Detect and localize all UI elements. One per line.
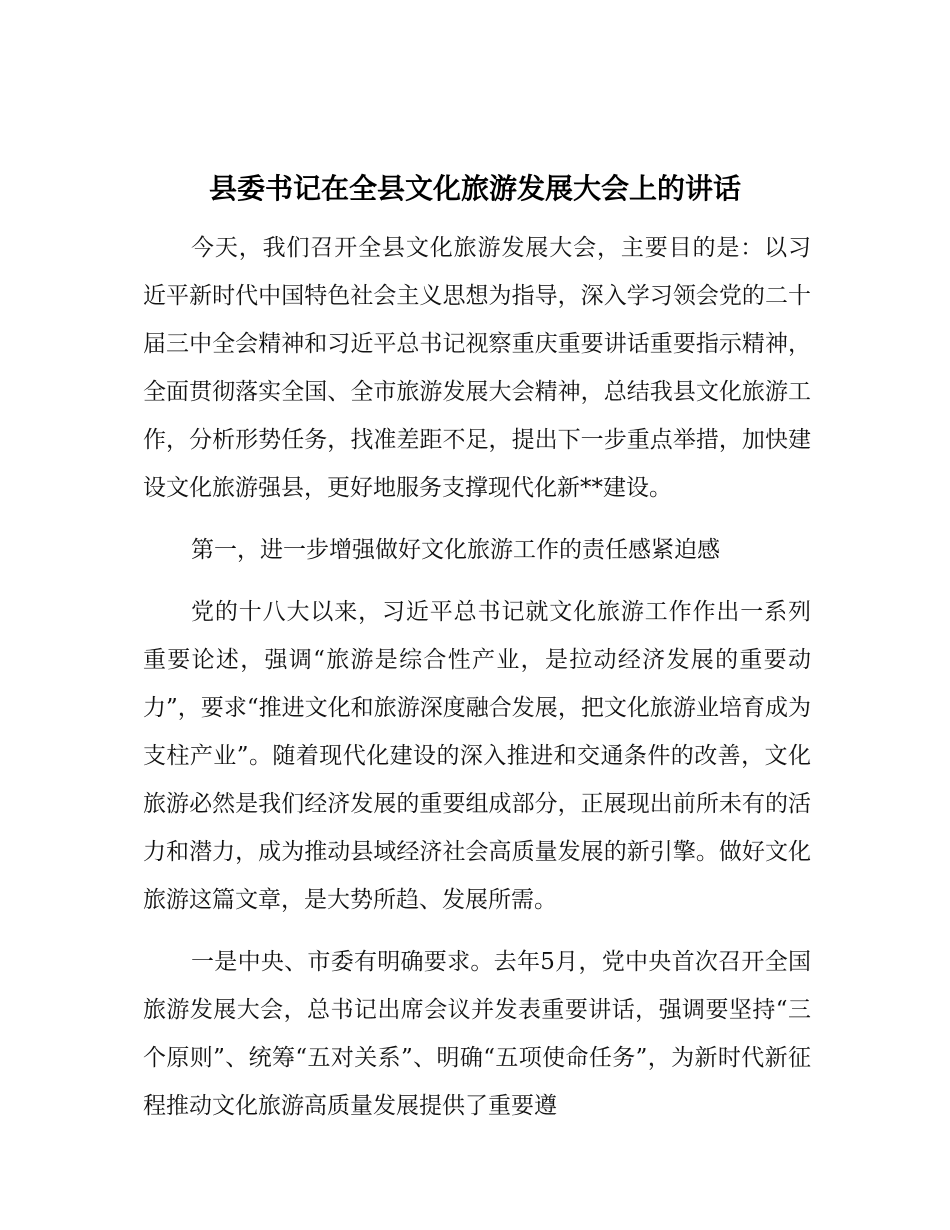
document-title: 县委书记在全县文化旅游发展大会上的讲话 xyxy=(208,172,741,205)
section-heading-first: 第一，进一步增强做好文化旅游工作的责任感紧迫感 xyxy=(191,537,720,563)
paragraph-point-one: 一是中央、市委有明确要求。去年5月，党中央首次召开全国旅游发展大会，总书记出席会议并发表重要讲话，强调要坚持“三个原则”、统筹“五对关系”、明确“五项使命任务”，为新时代新征程推动文化旅游高质量发展提供了重要遵 xyxy=(143,949,811,1119)
paragraph-intro: 今天，我们召开全县文化旅游发展大会，主要目的是：以习近平新时代中国特色社会主义思想为指导，深入学习领会党的二十届三中全会精神和习近平总书记视察重庆重要讲话重要指示精神，全面贯彻落实全国、全市旅游发展大会精神，总结我县文化旅游工作，分析形势任务，找准差距不足，提出下一步重点举措，加快建设文化旅游强县，更好地服务支撑现代化新**建设。 xyxy=(143,235,811,501)
document-body xyxy=(143,224,811,1130)
paragraph-background: 党的十八大以来，习近平总书记就文化旅游工作作出一系列重要论述，强调“旅游是综合性产业，是拉动经济发展的重要动力”，要求“推进文化和旅游深度融合发展，把文化旅游业培育成为支柱产业”。随着现代化建设的深入推进和交通条件的改善，文化旅游必然是我们经济发展的重要组成部分，正展现出前所未有的活力和潜力，成为推动县域经济社会高质量发展的新引擎。做好文化旅游这篇文章，是大势所趋、发展所需。 xyxy=(143,599,811,913)
